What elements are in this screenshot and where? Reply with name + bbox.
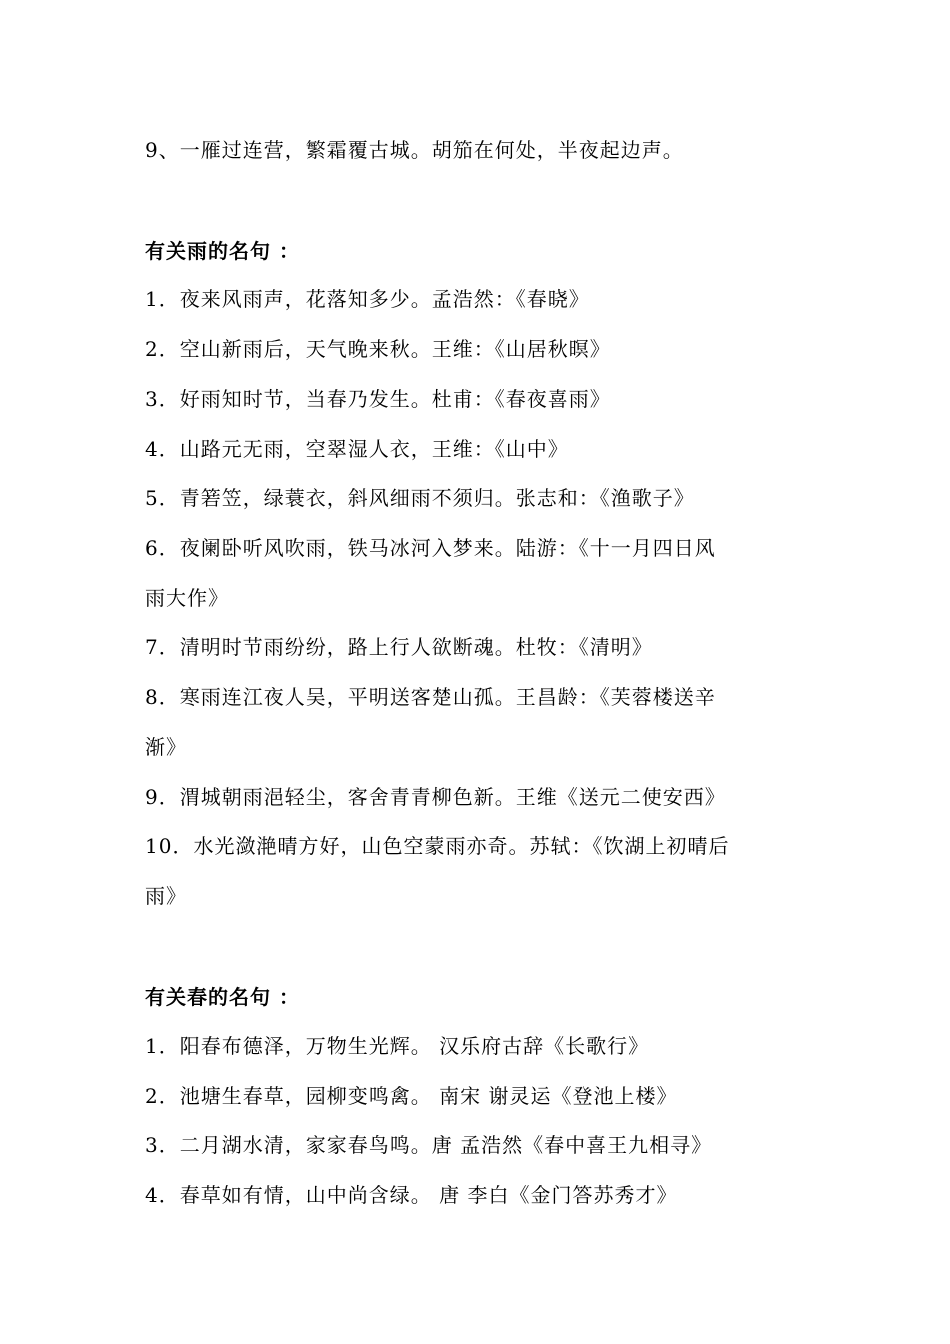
rain-line-10: 10．水光潋滟晴方好，山色空蒙雨亦奇。苏轼：《饮湖上初晴后 (145, 834, 730, 858)
poem-line-9: 9、一雁过连营，繁霜覆古城。胡笳在何处，半夜起边声。 (145, 138, 684, 162)
spring-line-3: 3．二月湖水清，家家春鸟鸣。唐 孟浩然《春中喜王九相寻》 (145, 1133, 713, 1157)
rain-section-heading: 有关雨的名句 ： (145, 239, 300, 263)
rain-line-8: 8．寒雨连江夜人吴，平明送客楚山孤。王昌龄：《芙蓉楼送辛 (145, 685, 716, 709)
rain-line-7: 7．清明时节雨纷纷，路上行人欲断魂。杜牧：《清明》 (145, 635, 653, 659)
spring-line-4: 4．春草如有情，山中尚含绿。 唐 李白《金门答苏秀才》 (145, 1183, 678, 1207)
rain-line-10-cont: 雨》 (145, 884, 187, 908)
rain-line-9: 9．渭城朝雨浥轻尘，客舍青青柳色新。王维《送元二使安西》 (145, 785, 726, 809)
rain-line-6: 6．夜阑卧听风吹雨，铁马冰河入梦来。陆游：《十一月四日风 (145, 536, 716, 560)
spring-line-2: 2．池塘生春草，园柳变鸣禽。 南宋 谢灵运《登池上楼》 (145, 1084, 678, 1108)
rain-line-4: 4．山路元无雨，空翠湿人衣，王维：《山中》 (145, 437, 569, 461)
rain-line-6-cont: 雨大作》 (145, 586, 229, 610)
spring-section-heading: 有关春的名句 ： (145, 985, 300, 1009)
rain-line-5: 5．青箬笠，绿蓑衣，斜风细雨不须归。张志和：《渔歌子》 (145, 486, 695, 510)
rain-line-1: 1．夜来风雨声，花落知多少。孟浩然：《春晓》 (145, 287, 590, 311)
rain-line-2: 2．空山新雨后，天气晚来秋。王维：《山居秋暝》 (145, 337, 611, 361)
spring-line-1: 1．阳春布德泽，万物生光辉。 汉乐府古辞《长歌行》 (145, 1034, 650, 1058)
rain-line-8-cont: 渐》 (145, 735, 187, 759)
rain-line-3: 3．好雨知时节，当春乃发生。杜甫：《春夜喜雨》 (145, 387, 611, 411)
